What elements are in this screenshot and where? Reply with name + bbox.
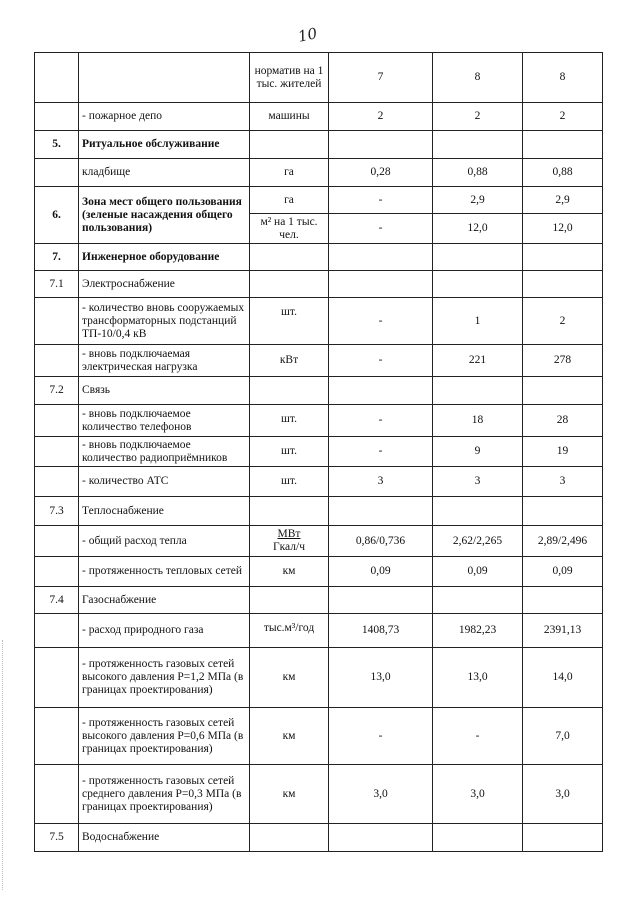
value-3: 2391,13 xyxy=(523,614,603,648)
table-row xyxy=(35,131,603,159)
value-1: 3 xyxy=(329,467,433,497)
value-3: 2,89/2,496 xyxy=(523,526,603,557)
row-number xyxy=(35,53,79,103)
row-unit: шт. xyxy=(250,405,329,437)
scan-edge-mark xyxy=(2,640,5,890)
row-number xyxy=(35,557,79,587)
table-row xyxy=(35,298,603,345)
row-unit xyxy=(250,497,329,526)
value-1: - xyxy=(329,345,433,377)
value-1: 0,09 xyxy=(329,557,433,587)
value-3: 2 xyxy=(523,103,603,131)
row-name: - общий расход тепла xyxy=(79,526,250,557)
value-2: 18 xyxy=(433,405,523,437)
row-unit xyxy=(250,587,329,614)
unit-mw: МВт xyxy=(277,528,301,540)
value-3: 0,09 xyxy=(523,557,603,587)
row-unit: машины xyxy=(250,103,329,131)
table-row xyxy=(35,159,603,187)
value-3: 7,0 xyxy=(523,708,603,765)
row-unit xyxy=(250,824,329,852)
row-name: Теплоснабжение xyxy=(79,497,250,526)
value-1: - xyxy=(329,437,433,467)
row-name: - количество вновь сооружаемых трансформаторных подстанций ТП-10/0,4 кВ xyxy=(79,298,250,345)
value-2: 0,09 xyxy=(433,557,523,587)
value-3: 3,0 xyxy=(523,765,603,824)
row-number xyxy=(35,437,79,467)
row-number xyxy=(35,159,79,187)
row-unit: тыс.м³/год xyxy=(250,614,329,648)
table-row xyxy=(35,437,603,467)
row-name: Ритуальное обслуживание xyxy=(79,131,250,159)
value-3: 28 xyxy=(523,405,603,437)
value-3: 8 xyxy=(523,53,603,103)
row-number: 5. xyxy=(35,131,79,159)
row-unit: м² на 1 тыс. чел. xyxy=(250,214,329,244)
value-3: 12,0 xyxy=(523,214,603,244)
row-number xyxy=(35,614,79,648)
row-number: 7.5 xyxy=(35,824,79,852)
row-name: Водоснабжение xyxy=(79,824,250,852)
value-1: - xyxy=(329,214,433,244)
value-1 xyxy=(329,497,433,526)
table-row xyxy=(35,824,603,852)
value-2: 9 xyxy=(433,437,523,467)
value-2: 0,88 xyxy=(433,159,523,187)
table-row xyxy=(35,708,603,765)
row-number xyxy=(35,708,79,765)
value-3: 0,88 xyxy=(523,159,603,187)
value-3 xyxy=(523,244,603,271)
row-unit xyxy=(250,271,329,298)
value-1: 7 xyxy=(329,53,433,103)
row-name: кладбище xyxy=(79,159,250,187)
row-unit: км xyxy=(250,765,329,824)
row-number xyxy=(35,298,79,345)
row-name: - протяженность газовых сетей среднего давления Р=0,3 МПа (в границах проектирования) xyxy=(79,765,250,824)
row-name: - протяженность тепловых сетей xyxy=(79,557,250,587)
value-2: 2,62/2,265 xyxy=(433,526,523,557)
row-number xyxy=(35,103,79,131)
value-2 xyxy=(433,131,523,159)
value-2: - xyxy=(433,708,523,765)
value-1 xyxy=(329,377,433,405)
table-row xyxy=(35,377,603,405)
row-unit: шт. xyxy=(250,437,329,467)
row-name: - количество АТС xyxy=(79,467,250,497)
row-name: Газоснабжение xyxy=(79,587,250,614)
value-2: 221 xyxy=(433,345,523,377)
value-3: 2,9 xyxy=(523,187,603,214)
row-number xyxy=(35,467,79,497)
row-name: - вновь подключаемое количество радиоприёмников xyxy=(79,437,250,467)
value-1 xyxy=(329,824,433,852)
row-name: - протяженность газовых сетей высокого давления Р=1,2 МПа (в границах проектирования) xyxy=(79,648,250,708)
row-unit xyxy=(250,244,329,271)
value-1: 0,28 xyxy=(329,159,433,187)
table-row xyxy=(35,497,603,526)
value-1: - xyxy=(329,405,433,437)
row-name: - расход природного газа xyxy=(79,614,250,648)
row-number xyxy=(35,405,79,437)
value-3: 19 xyxy=(523,437,603,467)
value-2 xyxy=(433,497,523,526)
value-1: 1408,73 xyxy=(329,614,433,648)
row-name: - вновь подключаемое количество телефонов xyxy=(79,405,250,437)
table-row xyxy=(35,614,603,648)
table-row xyxy=(35,187,603,214)
row-number xyxy=(35,526,79,557)
table-row xyxy=(35,53,603,103)
value-3: 14,0 xyxy=(523,648,603,708)
row-unit xyxy=(250,526,329,557)
value-1 xyxy=(329,244,433,271)
value-2 xyxy=(433,271,523,298)
value-2: 2 xyxy=(433,103,523,131)
table-row xyxy=(35,648,603,708)
value-3 xyxy=(523,824,603,852)
value-1 xyxy=(329,131,433,159)
unit-gcal: Гкал/ч xyxy=(273,541,305,553)
row-unit: норматив на 1 тыс. жителей xyxy=(250,53,329,103)
value-1: 13,0 xyxy=(329,648,433,708)
value-3 xyxy=(523,377,603,405)
table-row xyxy=(35,345,603,377)
row-number: 7.3 xyxy=(35,497,79,526)
row-name: - вновь подключаемая электрическая нагрузка xyxy=(79,345,250,377)
row-number xyxy=(35,765,79,824)
table-row xyxy=(35,271,603,298)
row-name xyxy=(79,53,250,103)
row-number xyxy=(35,345,79,377)
row-number: 7. xyxy=(35,244,79,271)
value-2: 3 xyxy=(433,467,523,497)
row-unit: шт. xyxy=(250,467,329,497)
value-2: 12,0 xyxy=(433,214,523,244)
table-row xyxy=(35,405,603,437)
row-unit: кВт xyxy=(250,345,329,377)
row-number xyxy=(35,648,79,708)
row-name: Инженерное оборудование xyxy=(79,244,250,271)
value-2: 1982,23 xyxy=(433,614,523,648)
value-1: 2 xyxy=(329,103,433,131)
row-number: 6. xyxy=(35,187,79,244)
value-2: 2,9 xyxy=(433,187,523,214)
value-3 xyxy=(523,497,603,526)
row-unit xyxy=(250,377,329,405)
value-3: 3 xyxy=(523,467,603,497)
row-name: Связь xyxy=(79,377,250,405)
row-name: - протяженность газовых сетей высокого давления Р=0,6 МПа (в границах проектирования) xyxy=(79,708,250,765)
row-number: 7.2 xyxy=(35,377,79,405)
row-number: 7.4 xyxy=(35,587,79,614)
value-2 xyxy=(433,587,523,614)
row-name: - пожарное депо xyxy=(79,103,250,131)
value-3: 2 xyxy=(523,298,603,345)
value-3 xyxy=(523,131,603,159)
value-2: 1 xyxy=(433,298,523,345)
value-3 xyxy=(523,587,603,614)
row-unit: км xyxy=(250,708,329,765)
value-2: 3,0 xyxy=(433,765,523,824)
row-unit xyxy=(250,131,329,159)
row-unit: км xyxy=(250,557,329,587)
value-2 xyxy=(433,244,523,271)
value-3: 278 xyxy=(523,345,603,377)
table-row xyxy=(35,557,603,587)
table-row xyxy=(35,526,603,557)
value-1: - xyxy=(329,708,433,765)
row-number: 7.1 xyxy=(35,271,79,298)
page-number: 10 xyxy=(296,24,319,46)
row-name: Зона мест общего пользования (зеленые насаждения общего пользования) xyxy=(79,187,250,244)
value-2 xyxy=(433,824,523,852)
value-2: 13,0 xyxy=(433,648,523,708)
row-unit: га xyxy=(250,187,329,214)
row-unit: км xyxy=(250,648,329,708)
table-row xyxy=(35,244,603,271)
row-unit: шт. xyxy=(250,298,329,345)
value-1 xyxy=(329,271,433,298)
table-row xyxy=(35,103,603,131)
value-1: 3,0 xyxy=(329,765,433,824)
value-1: 0,86/0,736 xyxy=(329,526,433,557)
table-row xyxy=(35,765,603,824)
value-1: - xyxy=(329,298,433,345)
value-1 xyxy=(329,587,433,614)
indicators-table xyxy=(34,52,603,852)
row-name: Электроснабжение xyxy=(79,271,250,298)
value-3 xyxy=(523,271,603,298)
value-2: 8 xyxy=(433,53,523,103)
table-row xyxy=(35,467,603,497)
value-2 xyxy=(433,377,523,405)
value-1: - xyxy=(329,187,433,214)
row-unit: га xyxy=(250,159,329,187)
table-row xyxy=(35,587,603,614)
